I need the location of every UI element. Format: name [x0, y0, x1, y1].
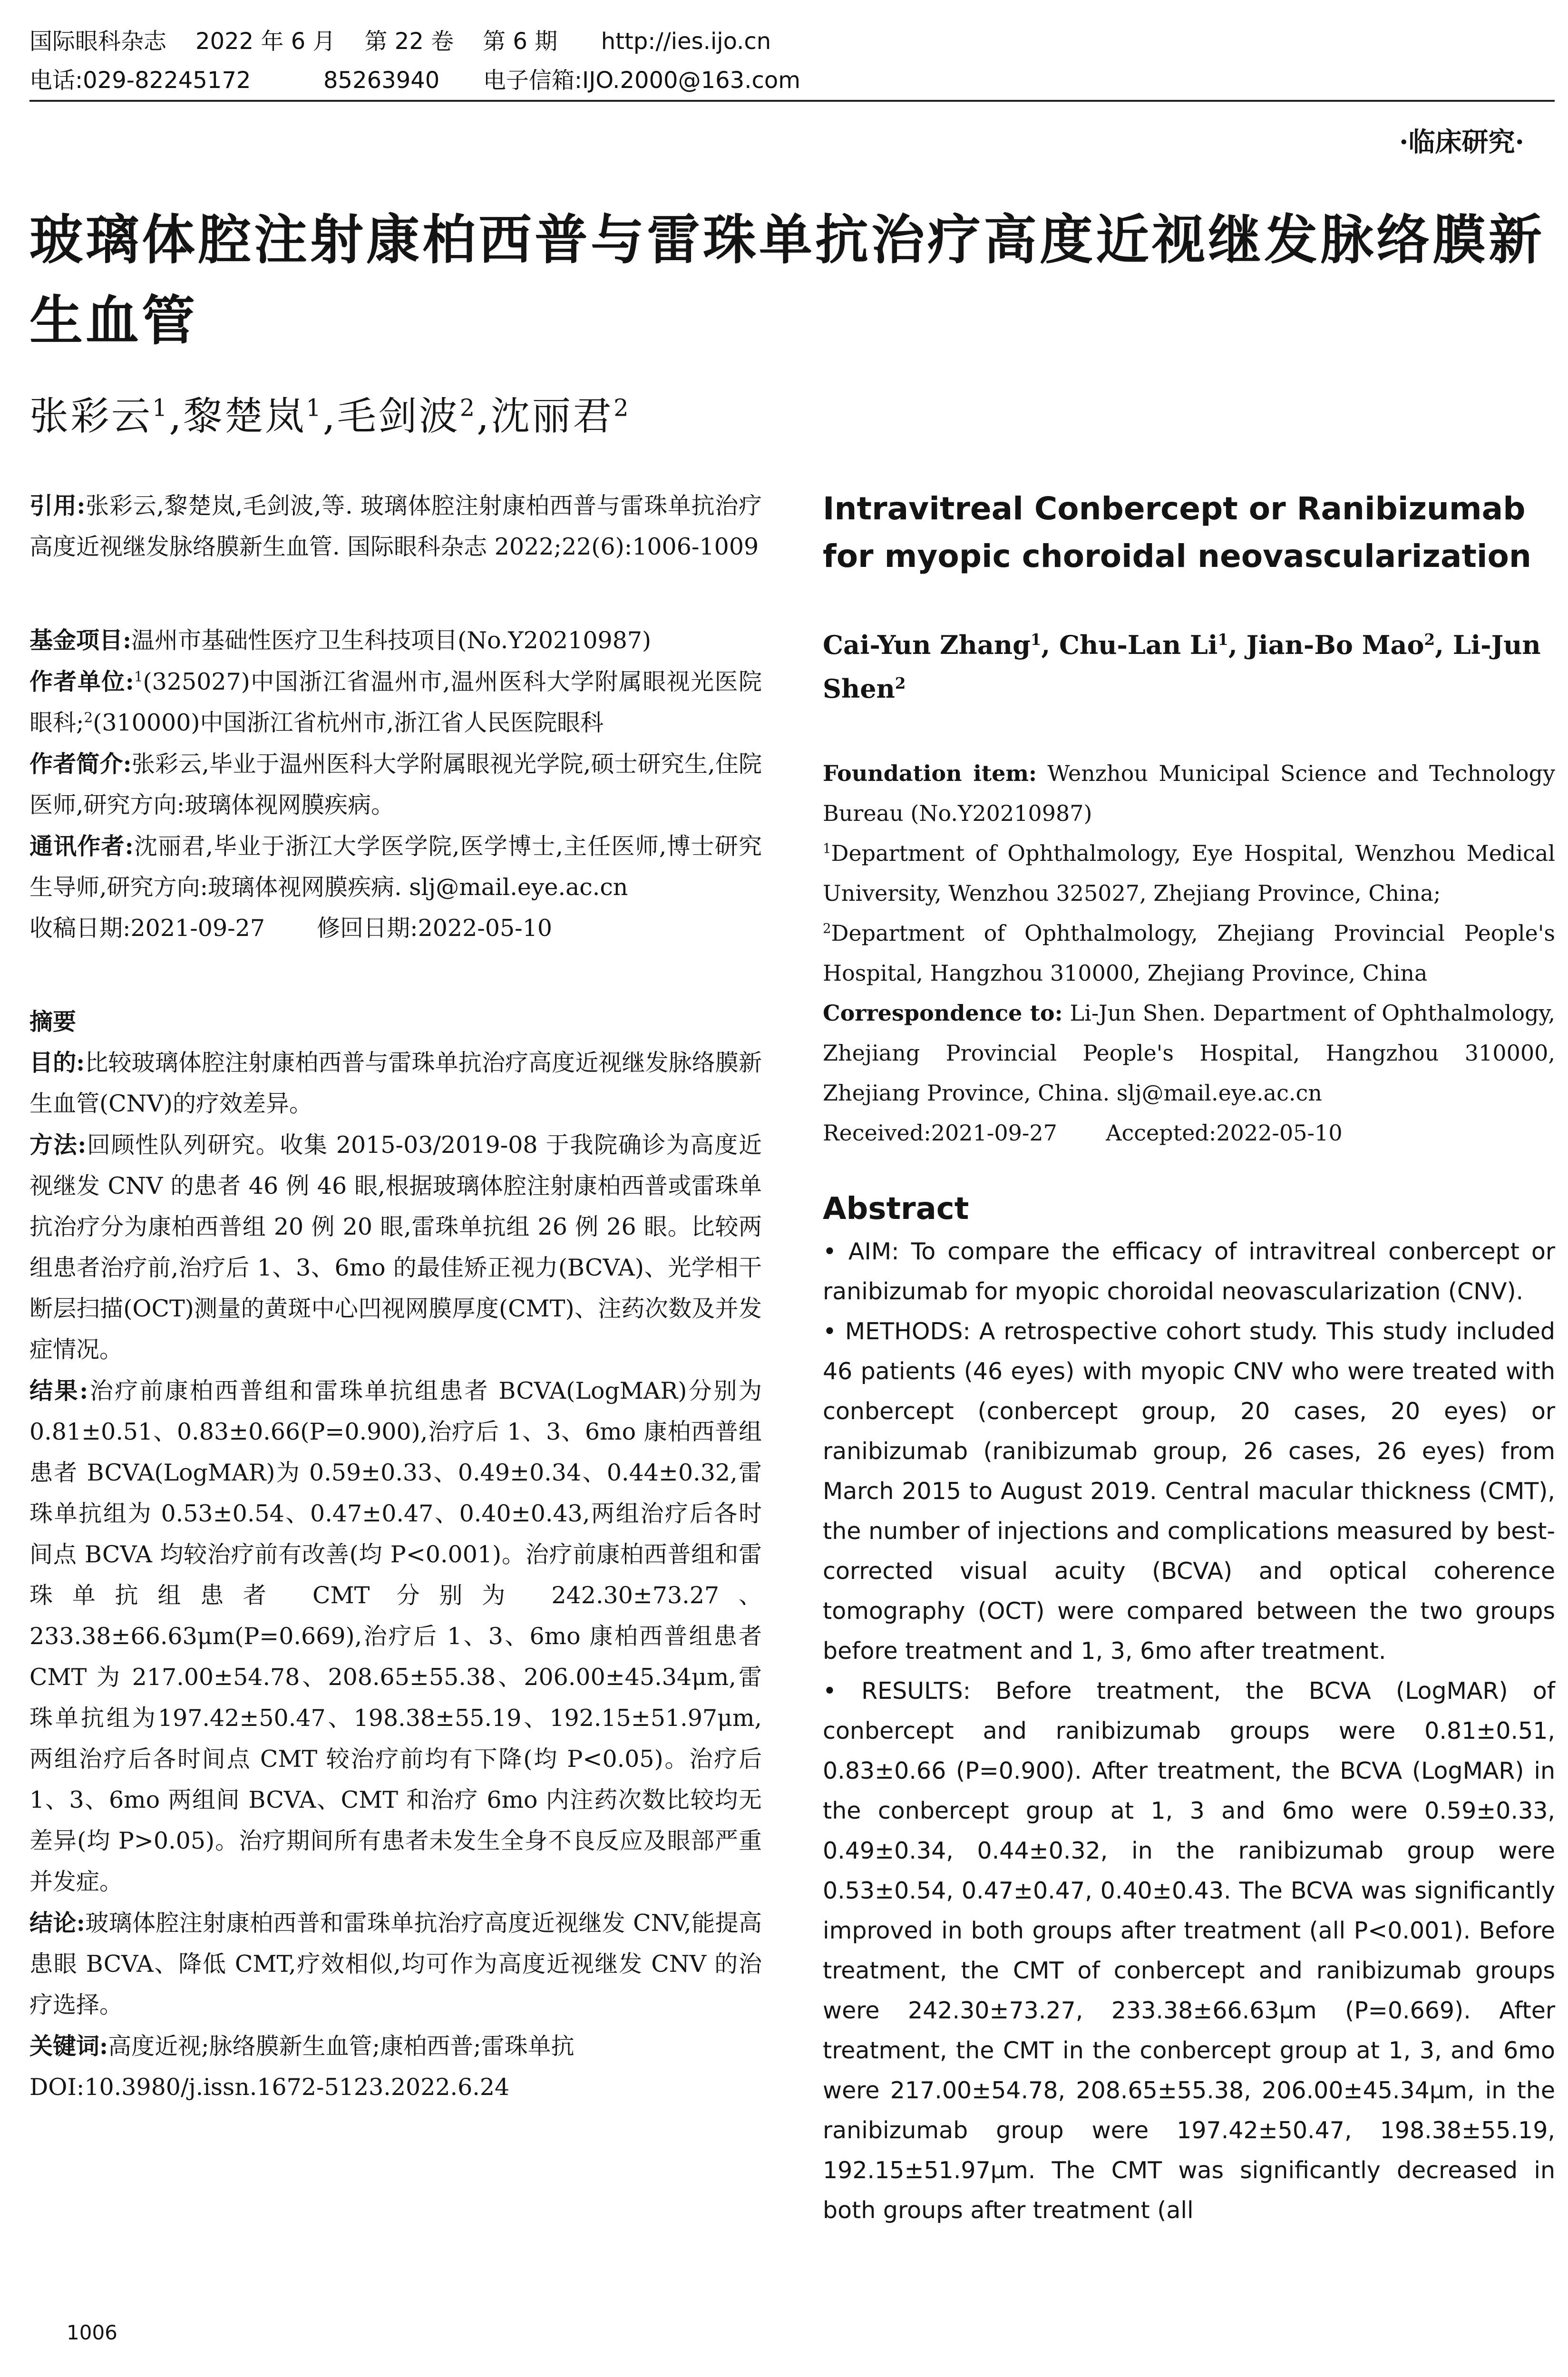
citation: [29, 485, 762, 567]
methods-label-en: METHODS:: [845, 1318, 971, 1345]
dates-en: [823, 1113, 1555, 1153]
keywords-zh: [29, 2026, 762, 2067]
left-column: [29, 485, 762, 2108]
affiliation-sup: 1: [1217, 631, 1228, 649]
affiliation-sup: 1: [823, 840, 831, 857]
results-label-en: RESULTS:: [861, 1677, 971, 1705]
front-matter-en: [823, 753, 1555, 1153]
methods-text-zh: 回顾性队列研究。收集 2015-03/2019-08 于我院确诊为高度近视继发 CNV 的患者 46 例 46 眼,根据玻璃体腔注射康柏西普或雷珠单抗治疗分为康柏西普组 20 例 20 眼,雷珠单抗组 26 例 26 眼。比较两组患者治疗前,治疗后 1、3、6mo 的最佳矫正视力(BCVA)、光学相干断层扫描(OCT)测量的黄斑中心凹视网膜厚度(CMT)、注药次数及并发症情况。: [29, 1131, 762, 1363]
received-en: Received:2021-09-27: [823, 1120, 1057, 1146]
corr-text: 沈丽君,毕业于浙江大学医学院,医学博士,主任医师,博士研究生导师,研究方向:玻璃体视网膜疾病. slj@mail.eye.ac.cn: [29, 833, 762, 901]
author-zh: 毛剑波: [337, 394, 460, 439]
aim-label-zh: 目的:: [29, 1049, 85, 1076]
article-title-zh: 玻璃体腔注射康柏西普与雷珠单抗治疗高度近视继发脉络膜新生血管: [29, 209, 1545, 352]
author-bio: [29, 743, 762, 826]
affiliation-sup: 1: [306, 394, 323, 422]
author-en: Li-Jun Shen: [823, 630, 1541, 704]
abstract-heading-en: Abstract: [823, 1191, 969, 1227]
fund-label: 基金项目:: [29, 626, 132, 654]
bio-label: 作者简介:: [29, 750, 132, 778]
authors-en: Cai-Yun Zhang$^1$, Chu-Lan Li$^1$, Jian-Bo Mao$^2$, Li-Jun Shen$^2$: [823, 630, 1541, 704]
author-zh: 张彩云: [29, 394, 153, 439]
correspondence-text: Li-Jun Shen. Department of Ophthalmology, Zhejiang Provincial People's Hospital, Hangzhou 310000, Zhejiang Province, China. slj@mail.eye.ac.cn: [823, 1000, 1556, 1106]
author-zh: 沈丽君: [491, 394, 614, 439]
results-zh: [29, 1370, 762, 1902]
fund-item: [29, 620, 762, 661]
methods-text-en: A retrospective cohort study. This study included 46 patients (46 eyes) with myopic CNV who were treated with conbercept (conbercept group, 20 cases, 20 eyes) or ranibizumab (ranibizumab group, 26 cases, 26 eyes) from March 2015 to August 2019. Central macular thickness (CMT), the number of injections and complications measured by best-corrected visual acuity (BCVA) and optical coherence tomography (OCT) were compared between the two groups before treatment and 1, 3, 6mo after treatment.: [823, 1318, 1555, 1665]
accepted-en: Accepted:2022-05-10: [1106, 1120, 1343, 1146]
bio-text: 张彩云,毕业于温州医科大学附属眼视光学院,硕士研究生,住院医师,研究方向:玻璃体视网膜疾病。: [29, 750, 762, 818]
aim-text-zh: 比较玻璃体腔注射康柏西普与雷珠单抗治疗高度近视继发脉络膜新生血管(CNV)的疗效差异。: [29, 1049, 762, 1117]
foundation-item: [823, 753, 1555, 833]
affiliation-sup: 2: [823, 920, 831, 936]
aim-en: • AIM: To compare the efficacy of intravitreal conbercept or ranibizumab for myopic choroidal neovascularization (CNV).: [823, 1238, 1555, 1305]
article-title-en: Intravitreal Conbercept or Ranibizumab for myopic choroidal neovascularization: [823, 490, 1531, 575]
header-rule: [29, 100, 1555, 102]
affiliation-sup: 2: [1424, 631, 1435, 649]
affiliation-sup: 2: [459, 394, 477, 422]
conclusion-label-zh: 结论:: [29, 1909, 85, 1937]
author-units: [29, 661, 762, 743]
aim-zh: [29, 1042, 762, 1124]
results-label-zh: 结果:: [29, 1377, 88, 1404]
doi: DOI:10.3980/j.issn.1672-5123.2022.6.24: [29, 2074, 510, 2101]
correspondence-en: [823, 993, 1555, 1113]
citation-label: 引用:: [29, 492, 86, 519]
author-zh: 黎楚岚: [183, 394, 306, 439]
foundation-label: Foundation item:: [823, 760, 1037, 786]
affiliation-sup: 2: [614, 394, 631, 422]
corr-label: 通讯作者:: [29, 832, 134, 860]
conclusion-text-zh: 玻璃体腔注射康柏西普和雷珠单抗治疗高度近视继发 CNV,能提高患眼 BCVA、降低 CMT,疗效相似,均可作为高度近视继发 CNV 的治疗选择。: [29, 1909, 762, 2018]
abstract-heading-zh: 摘要: [29, 1008, 77, 1035]
units-label: 作者单位:: [29, 668, 134, 695]
abstract-en: [823, 1232, 1555, 2231]
author-en: Chu-Lan Li: [1059, 630, 1218, 660]
aim-label-en: AIM:: [848, 1238, 899, 1265]
corresponding-author: [29, 826, 762, 908]
author-en: Jian-Bo Mao: [1246, 630, 1424, 660]
section-tag: ·临床研究·: [1399, 127, 1524, 158]
journal-header-line: 国际眼科杂志 2022 年 6 月 第 22 卷 第 6 期 http://ies.ijo.cn: [29, 28, 771, 55]
right-column: [823, 485, 1555, 2231]
affiliation-sup: 1: [134, 668, 143, 685]
unit-1: (325027)中国浙江省温州市,温州医科大学附属眼视光医院眼科;: [29, 668, 762, 736]
results-en: • RESULTS: Before treatment, the BCVA (LogMAR) of conbercept and ranibizumab groups were 0.81±0.51, 0.83±0.66 (P=0.900). After treatment, the BCVA (LogMAR) in the conbercept group at 1, 3 and 6mo were 0.59±0.33, 0.49±0.34, 0.44±0.32, in the ranibizumab group were 0.53±0.54, 0.47±0.47, 0.40±0.43. The BCVA was significantly improved in both groups after treatment (all P<0.001). Before treatment, the CMT of conbercept and ranibizumab groups were 242.30±73.27, 233.38±66.63μm (P=0.669). After treatment, the CMT in the conbercept group at 1, 3, and 6mo were 217.00±54.78, 208.65±55.38, 206.00±45.34μm, in the ranibizumab group were 197.42±50.47, 198.38±55.19, 192.15±51.97μm. The CMT was significantly decreased in both groups after treatment (all: [823, 1677, 1555, 2224]
keywords-label-zh: 关键词:: [29, 2032, 108, 2060]
department-2: [823, 913, 1555, 993]
department-1: [823, 833, 1555, 913]
results-text-zh: 治疗前康柏西普组和雷珠单抗组患者 BCVA(LogMAR)分别为 0.81±0.51、0.83±0.66(P=0.900),治疗后 1、3、6mo 康柏西普组患者 BCVA(LogMAR)为 0.59±0.33、0.49±0.34、0.44±0.32,雷珠单抗组为 0.53±0.54、0.47±0.47、0.40±0.43,两组治疗后各时间点 BCVA 均较治疗前有改善(均 P<0.001)。治疗前康柏西普组和雷珠单抗组患者 CMT 分别为 242.30±73.27、233.38±66.63μm(P=0.669),治疗后 1、3、6mo 康柏西普组患者 CMT 为 217.00±54.78、208.65±55.38、206.00±45.34μm,雷珠单抗组为197.42±50.47、198.38±55.19、192.15±51.97μm,两组治疗后各时间点 CMT 较治疗前均有下降(均 P<0.05)。治疗后 1、3、6mo 两组间 BCVA、CMT 和治疗 6mo 内注药次数比较均无差异(均 P>0.05)。治疗期间所有患者未发生全身不良反应及眼部严重并发症。: [29, 1377, 762, 1895]
department-2-text: Department of Ophthalmology, Zhejiang Provincial People's Hospital, Hangzhou 310000, Zhejiang Province, China: [823, 920, 1555, 986]
foundation-text: Wenzhou Municipal Science and Technology Bureau (No.Y20210987): [823, 760, 1555, 826]
received-zh: 收稿日期:2021-09-27: [29, 915, 265, 942]
journal-contact-line: 电话:029-82245172 85263940 电子信箱:IJO.2000@163.com: [29, 67, 800, 94]
revised-zh: 修回日期:2022-05-10: [317, 915, 553, 942]
keywords-text-zh: 高度近视;脉络膜新生血管;康柏西普;雷珠单抗: [108, 2033, 575, 2060]
affiliation-sup: 1: [1030, 631, 1042, 649]
citation-text: 张彩云,黎楚岚,毛剑波,等. 玻璃体腔注射康柏西普与雷珠单抗治疗高度近视继发脉络膜新生血管. 国际眼科杂志 2022;22(6):1006-1009: [29, 492, 762, 560]
department-1-text: Department of Ophthalmology, Eye Hospital, Wenzhou Medical University, Wenzhou 325027, Zhejiang Province, China;: [823, 840, 1555, 906]
results-text-en: Before treatment, the BCVA (LogMAR) of conbercept and ranibizumab groups were 0.81±0.51, 0.83±0.66 (P=0.900). After treatment, the BCVA (LogMAR) in the conbercept group at 1, 3 and 6mo were 0.59±0.33, 0.49±0.34, 0.44±0.32, in the ranibizumab group were 0.53±0.54, 0.47±0.47, 0.40±0.43. The BCVA was significantly improved in both groups after treatment (all P<0.001). Before treatment, the CMT of conbercept and ranibizumab groups were 242.30±73.27, 233.38±66.63μm (P=0.669). After treatment, the CMT in the conbercept group at 1, 3, and 6mo were 217.00±54.78, 208.65±55.38, 206.00±45.34μm, in the ranibizumab group were 197.42±50.47, 198.38±55.19, 192.15±51.97μm. The CMT was significantly decreased in both groups after treatment (all: [823, 1677, 1555, 2224]
page-number: 1006: [67, 2321, 117, 2344]
affiliation-sup: 1: [152, 394, 169, 422]
affiliation-sup: 2: [895, 674, 906, 692]
correspondence-label: Correspondence to:: [823, 1000, 1063, 1026]
author-en: Cai-Yun Zhang: [823, 630, 1031, 660]
aim-text-en: To compare the efficacy of intravitreal conbercept or ranibizumab for myopic choroidal neovascularization (CNV).: [823, 1238, 1555, 1305]
affiliation-sup: 2: [84, 709, 93, 726]
fund-text: 温州市基础性医疗卫生科技项目(No.Y20210987): [131, 627, 652, 654]
unit-2: (310000)中国浙江省杭州市,浙江省人民医院眼科: [93, 709, 604, 736]
methods-zh: [29, 1124, 762, 1370]
methods-label-zh: 方法:: [29, 1131, 87, 1159]
authors-zh: 张彩云$^1$,黎楚岚$^1$,毛剑波$^2$,沈丽君$^2$: [29, 394, 631, 439]
conclusion-zh: [29, 1902, 762, 2026]
methods-en: • METHODS: A retrospective cohort study. This study included 46 patients (46 eyes) with myopic CNV who were treated with conbercept (conbercept group, 20 cases, 20 eyes) or ranibizumab (ranibizumab group, 26 cases, 26 eyes) from March 2015 to August 2019. Central macular thickness (CMT), the number of injections and complications measured by best-corrected visual acuity (BCVA) and optical coherence tomography (OCT) were compared between the two groups before treatment and 1, 3, 6mo after treatment.: [823, 1318, 1555, 1665]
dates-zh: [29, 908, 762, 949]
